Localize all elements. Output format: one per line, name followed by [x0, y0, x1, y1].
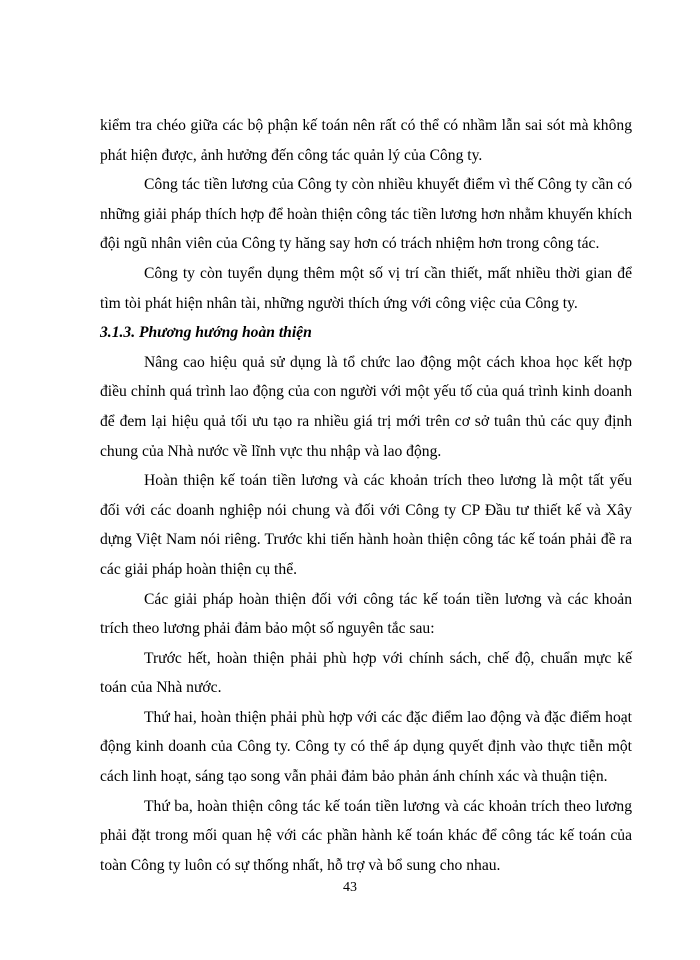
paragraph-principle-third: Thứ ba, hoàn thiện công tác kế toán tiền lương và các khoản trích theo lương phải đặt trong mối quan hệ với các phần hành kế toán khác để công tác kế toán của toàn Công ty luôn có sự thống nhất, hỗ trợ và bổ sung cho nhau. — [100, 797, 632, 874]
page-body — [100, 111, 632, 880]
paragraph-salary-shortcomings: Công tác tiền lương của Công ty còn nhiều khuyết điểm vì thế Công ty cần có những giải pháp thích hợp để hoàn thiện công tác tiền lương hơn nhằm khuyến khích đội ngũ nhân viên của Công ty hăng say hơn có trách nhiệm hơn trong công tác. — [100, 176, 632, 253]
section-heading: 3.1.3. Phương hướng hoàn thiện — [100, 324, 312, 342]
paragraph-principles-intro: Các giải pháp hoàn thiện đối với công tác kế toán tiền lương và các khoản trích theo lương phải đảm bảo một số nguyên tắc sau: — [100, 590, 632, 638]
continuation-paragraph: kiểm tra chéo giữa các bộ phận kế toán nên rất có thể có nhầm lẫn sai sót mà không phát hiện được, ảnh hưởng đến công tác quản lý của Công ty. — [100, 117, 632, 164]
paragraph-principle-first: Trước hết, hoàn thiện phải phù hợp với chính sách, chế độ, chuẩn mực kế toán của Nhà nước. — [100, 649, 632, 697]
paragraph-efficiency: Nâng cao hiệu quả sử dụng là tổ chức lao động một cách khoa học kết hợp điều chỉnh quá trình lao động của con người với một yếu tố của quá trình kinh doanh để đem lại hiệu quả tối ưu tạo ra nhiều giá trị mới trên cơ sở tuân thủ các quy định chung của Nhà nước về lĩnh vực thu nhập và lao động. — [100, 353, 632, 460]
page-number: 43 — [343, 880, 357, 895]
paragraph-recruitment: Công ty còn tuyển dụng thêm một số vị trí cần thiết, mất nhiều thời gian để tìm tòi phát hiện nhân tài, những người thích ứng với công việc của Công ty. — [100, 264, 632, 312]
paragraph-principle-second: Thứ hai, hoàn thiện phải phù hợp với các đặc điểm lao động và đặc điểm hoạt động kinh doanh của Công ty. Công ty có thể áp dụng quyết định vào thực tiễn một cách linh hoạt, sáng tạo song vẫn phải đảm bảo phản ánh chính xác và thuận tiện. — [100, 708, 632, 786]
paragraph-completion-necessity: Hoàn thiện kế toán tiền lương và các khoản trích theo lương là một tất yếu đối với các doanh nghiệp nói chung và đối với Công ty CP Đầu tư thiết kế và Xây dựng Việt Nam nói riêng. Trước khi tiến hành hoàn thiện công tác kế toán phải đề ra các giải pháp hoàn thiện cụ thể. — [100, 472, 632, 578]
